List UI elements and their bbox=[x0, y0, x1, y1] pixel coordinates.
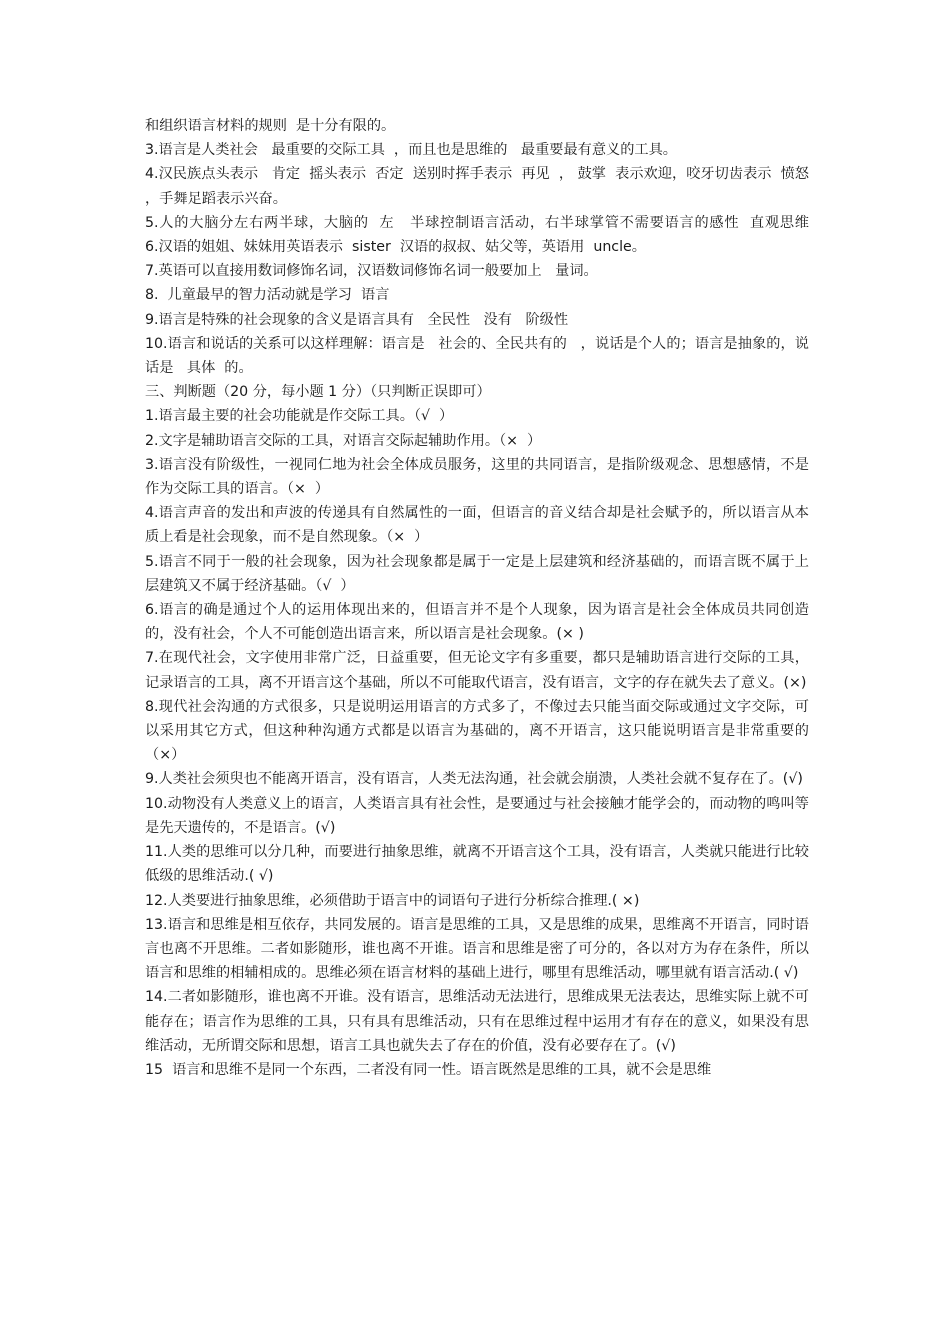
judgment-item-1: 1.语言最主要的社会功能就是作交际工具。（√ ） bbox=[145, 408, 454, 425]
judgment-item-5: 5.语言不同于一般的社会现象，因为社会现象都是属于一定是上层建筑和经济基础的，而语言既不属于上层建筑又不属于经济基础。（√ ） bbox=[145, 553, 809, 594]
judgment-item-12: 12.人类要进行抽象思维，必须借助于语言中的词语句子进行分析综合推理.( ×) bbox=[145, 892, 640, 909]
judgment-item-11: 11.人类的思维可以分几种，而要进行抽象思维，就离不开语言这个工具，没有语言，人类就只能进行比较低级的思维活动.( √) bbox=[145, 844, 809, 885]
judgment-item-6: 6.语言的确是通过个人的运用体现出来的，但语言并不是个人现象，因为语言是社会全体成员共同创造的，没有社会，个人不可能创造出语言来，所以语言是社会现象。(× ) bbox=[145, 602, 809, 643]
judgment-item-3: 3.语言没有阶级性，一视同仁地为社会全体成员服务，这里的共同语言，是指阶级观念、思想感情，不是作为交际工具的语言。（× ） bbox=[145, 456, 809, 498]
judgment-item-7: 7.在现代社会，文字使用非常广泛，日益重要，但无论文字有多重要，都只是辅助语言进行交际的工具，记录语言的工具，离不开语言这个基础，所以不可能取代语言，没有语言，文字的存在就失去了意义。(×) bbox=[145, 650, 809, 691]
fill-blank-item-5-6: 5.人的大脑分左右两半球，大脑的 左 半球控制语言活动，右半球掌管不需要语言的感性 直观思维 6.汉语的姐姐、妹妹用英语表示 sister 汉语的叔叔、姑父等，英语用 uncle。 bbox=[145, 214, 846, 256]
judgment-item-8: 8.现代社会沟通的方式很多，只是说明运用语言的方式多了，不像过去只能当面交际或通过文字交际，可以采用其它方式，但这种种沟通方式都是以语言为基础的，离不开语言，这只能说明语言是非常重要的（×） bbox=[145, 698, 809, 764]
fill-blank-item-9: 9.语言是特殊的社会现象的含义是语言具有 全民性 没有 阶级性 bbox=[145, 311, 569, 328]
judgment-item-14: 14.二者如影随形，谁也离不开谁。没有语言，思维活动无法进行，思维成果无法表达，思维实际上就不可能存在；语言作为思维的工具，只有具有思维活动，只有在思维过程中运用才有存在的意义，如果没有思维活动，无所谓交际和思想，语言工具也就失去了存在的价值，没有必要存在了。(√) bbox=[145, 989, 809, 1054]
fill-blank-item-10: 10.语言和说话的关系可以这样理解：语言是 社会的、全民共有的 ，说话是个人的；语言是抽象的，说话是 具体 的。 bbox=[145, 335, 809, 377]
judgment-item-13: 13.语言和思维是相互依存，共同发展的。语言是思维的工具，又是思维的成果，思维离不开语言，同时语言也离不开思维。二者如影随形，谁也离不开谁。语言和思维是密了可分的，各以对方为存在条件，所以语言和思维的相辅相成的。思维必须在语言材料的基础上进行，哪里有思维活动，哪里就有语言活动.( √) bbox=[145, 916, 809, 982]
judgment-item-10: 10.动物没有人类意义上的语言，人类语言具有社会性，是要通过与社会接触才能学会的，而动物的鸣叫等是先天遗传的，不是语言。(√) bbox=[145, 795, 809, 836]
judgment-item-9: 9.人类社会须臾也不能离开语言，没有语言，人类无法沟通，社会就会崩溃，人类社会就不复存在了。(√) bbox=[145, 771, 803, 788]
document-body bbox=[145, 114, 846, 1082]
judgment-item-2: 2.文字是辅助语言交际的工具，对语言交际起辅助作用。（× ） bbox=[145, 432, 542, 449]
fill-blank-item-4: 4.汉民族点头表示 肯定 摇头表示 否定 送别时挥手表示 再见 ， 鼓掌 表示欢迎，咬牙切齿表示 愤怒 ，手舞足蹈表示兴奋。 bbox=[145, 166, 819, 207]
section-heading: 三、判断题（20 分，每小题 1 分）（只判断正误即可） bbox=[145, 384, 491, 401]
fill-blank-item-8: 8. 儿童最早的智力活动就是学习 语言 bbox=[145, 287, 390, 304]
fill-blank-item-7: 7.英语可以直接用数词修饰名词，汉语数词修饰名词一般要加上 量词。 bbox=[145, 263, 598, 280]
fill-blank-item-3: 3.语言是人类社会 最重要的交际工具 ，而且也是思维的 最重要最有意义的工具。 bbox=[145, 142, 677, 159]
judgment-item-15: 15 语言和思维不是同一个东西，二者没有同一性。语言既然是思维的工具，就不会是思维 bbox=[145, 1061, 712, 1078]
text-line: 和组织语言材料的规则 是十分有限的。 bbox=[145, 118, 396, 134]
judgment-item-4: 4.语言声音的发出和声波的传递具有自然属性的一面，但语言的音义结合却是社会赋予的，所以语言从本质上看是社会现象，而不是自然现象。（× ） bbox=[145, 505, 809, 546]
